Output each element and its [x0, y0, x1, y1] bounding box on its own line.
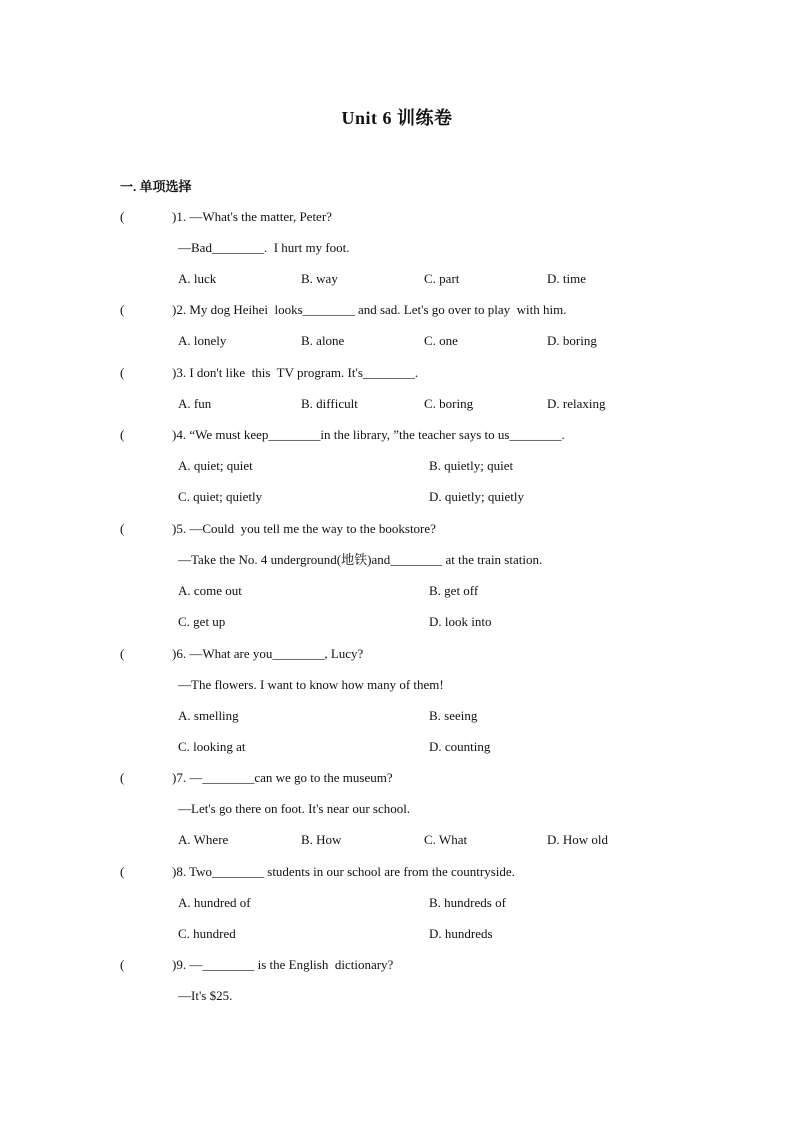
option-a: A. lonely [178, 333, 227, 348]
option-b: B. seeing [429, 708, 478, 723]
answer-paren: ( [120, 864, 125, 879]
question-6 [120, 645, 680, 769]
page-title: Unit 6 训练卷 [341, 108, 453, 128]
option-c: C. one [424, 333, 458, 348]
answer-paren: ( [120, 209, 125, 224]
question-stem: )4. “We must keep________in the library, ”the teacher says to us________. [172, 427, 565, 442]
option-d: D. look into [429, 614, 492, 629]
option-d: D. hundreds [429, 926, 493, 941]
option-c: C. boring [424, 396, 474, 411]
option-b: B. How [301, 832, 342, 847]
option-b: B. get off [429, 583, 479, 598]
option-b: B. way [301, 271, 338, 286]
question-1 [120, 208, 680, 301]
option-d: D. time [547, 271, 586, 286]
question-3 [120, 364, 680, 426]
option-d: D. How old [547, 832, 609, 847]
options-row [120, 270, 680, 301]
question-4 [120, 426, 680, 519]
option-a: A. come out [178, 583, 242, 598]
option-a: A. smelling [178, 708, 239, 723]
options-row [120, 395, 680, 426]
option-c: C. get up [178, 614, 226, 629]
options-row [120, 582, 680, 613]
option-c: C. hundred [178, 926, 236, 941]
options-row [120, 488, 680, 519]
option-a: A. hundred of [178, 895, 251, 910]
option-a: A. Where [178, 832, 229, 847]
question-subline: —The flowers. I want to know how many of them! [178, 677, 444, 692]
options-row [120, 894, 680, 925]
option-c: C. looking at [178, 739, 246, 754]
options-row [120, 925, 680, 956]
answer-paren: ( [120, 427, 125, 442]
options-row [120, 738, 680, 769]
question-stem: )9. —________ is the English dictionary? [172, 957, 394, 972]
question-stem: )7. —________can we go to the museum? [172, 770, 393, 785]
options-row [120, 613, 680, 644]
options-row [120, 332, 680, 363]
option-d: D. boring [547, 333, 597, 348]
question-subline: —Bad________. I hurt my foot. [178, 240, 350, 255]
question-9 [120, 956, 680, 1018]
answer-paren: ( [120, 521, 125, 536]
option-c: C. What [424, 832, 468, 847]
question-stem: )2. My dog Heihei looks________ and sad. Let's go over to play with him. [172, 302, 567, 317]
answer-paren: ( [120, 365, 125, 380]
option-b: B. quietly; quiet [429, 458, 514, 473]
question-7 [120, 769, 680, 862]
option-d: D. relaxing [547, 396, 606, 411]
option-d: D. quietly; quietly [429, 489, 524, 504]
question-subline: —Take the No. 4 underground(地铁)and________ at the train station. [178, 552, 543, 567]
question-stem: )6. —What are you________, Lucy? [172, 646, 364, 661]
option-d: D. counting [429, 739, 491, 754]
question-5 [120, 520, 680, 644]
question-stem: )5. —Could you tell me the way to the bookstore? [172, 521, 436, 536]
question-subline: —It's $25. [178, 988, 233, 1003]
question-2 [120, 301, 680, 363]
question-stem: )1. —What's the matter, Peter? [172, 209, 332, 224]
question-stem: )3. I don't like this TV program. It's________. [172, 365, 419, 380]
option-a: A. fun [178, 396, 212, 411]
section-heading: 一. 单项选择 [120, 179, 192, 194]
option-a: A. luck [178, 271, 217, 286]
answer-paren: ( [120, 646, 125, 661]
answer-paren: ( [120, 770, 125, 785]
option-b: B. alone [301, 333, 345, 348]
question-stem: )8. Two________ students in our school are from the countryside. [172, 864, 515, 879]
option-a: A. quiet; quiet [178, 458, 253, 473]
option-c: C. part [424, 271, 460, 286]
answer-paren: ( [120, 957, 125, 972]
question-8 [120, 863, 680, 956]
option-b: B. difficult [301, 396, 358, 411]
question-subline: —Let's go there on foot. It's near our school. [178, 801, 411, 816]
options-row [120, 457, 680, 488]
option-c: C. quiet; quietly [178, 489, 263, 504]
answer-paren: ( [120, 302, 125, 317]
options-row [120, 707, 680, 738]
options-row [120, 831, 680, 862]
option-b: B. hundreds of [429, 895, 506, 910]
